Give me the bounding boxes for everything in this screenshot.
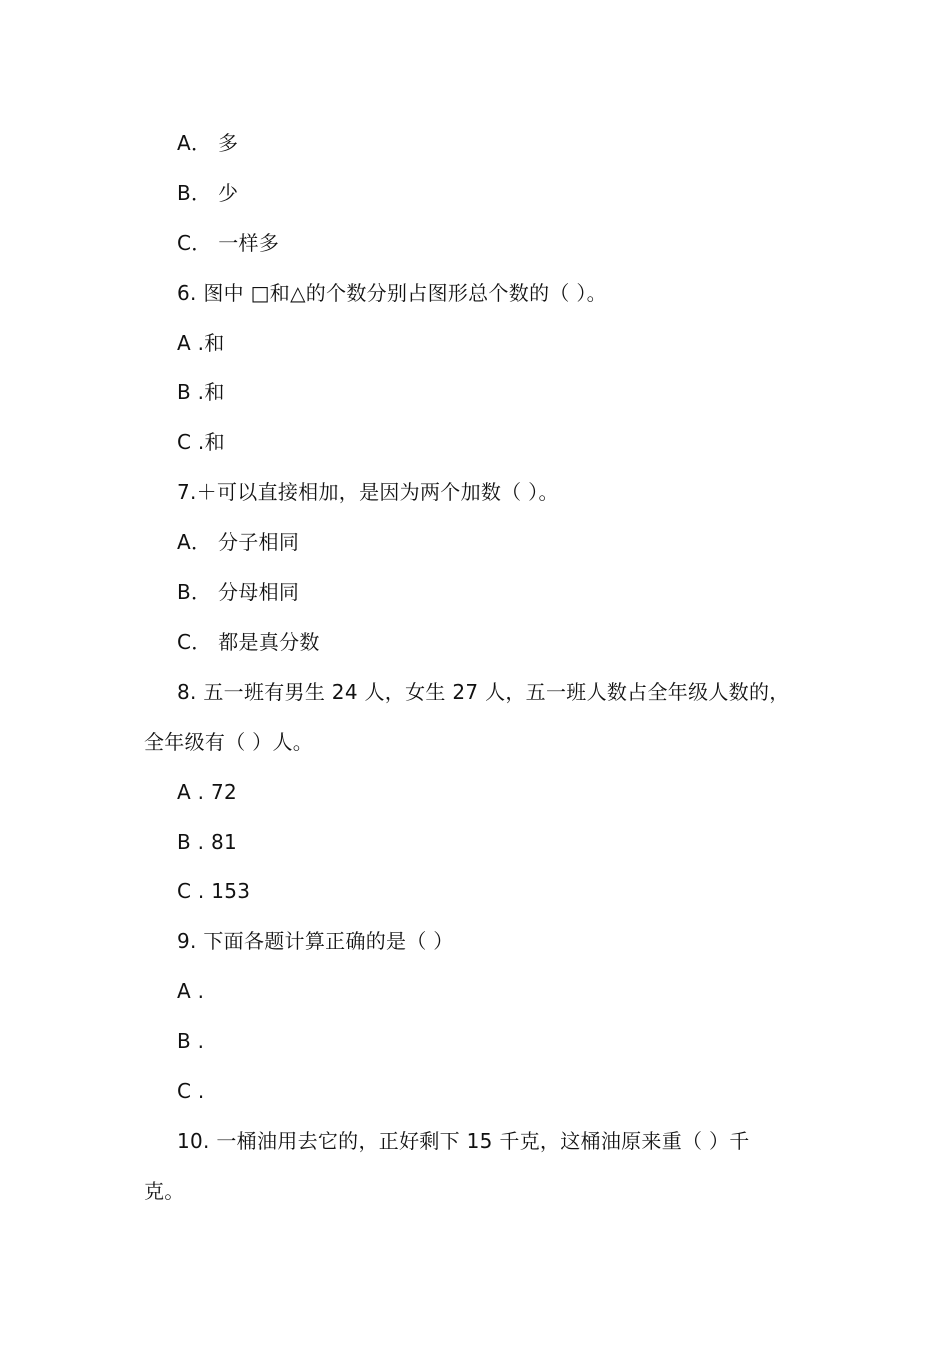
question-10-continued: 克。: [144, 1179, 185, 1203]
question-7: 7.＋可以直接相加，是因为两个加数（ ）。: [177, 480, 559, 504]
q9-option-c: C .: [177, 1079, 205, 1103]
q5-option-c: C． 一样多: [177, 231, 280, 255]
q7-option-b: B． 分母相同: [177, 580, 300, 604]
q6-option-a: A .和: [177, 331, 225, 355]
q5-option-a: A． 多: [177, 131, 239, 155]
q6-option-b: B .和: [177, 380, 225, 404]
question-6: 6. 图中 □和△的个数分别占图形总个数的（ ）。: [177, 281, 607, 305]
q9-option-b: B .: [177, 1029, 205, 1053]
question-8: 8. 五一班有男生 24 人，女生 27 人，五一班人数占全年级人数的，: [177, 680, 790, 704]
q7-option-a: A． 分子相同: [177, 530, 300, 554]
question-10: 10. 一桶油用去它的，正好剩下 15 千克，这桶油原来重（ ）千: [177, 1129, 750, 1153]
q8-option-a: A . 72: [177, 780, 238, 804]
q8-option-b: B . 81: [177, 830, 238, 854]
q8-option-c: C . 153: [177, 879, 251, 903]
q9-option-a: A .: [177, 979, 205, 1003]
q6-option-c: C .和: [177, 430, 225, 454]
q7-option-c: C． 都是真分数: [177, 630, 320, 654]
q5-option-b: B． 少: [177, 181, 239, 205]
question-8-continued: 全年级有（ ）人。: [144, 730, 314, 754]
question-9: 9. 下面各题计算正确的是（ ）: [177, 929, 454, 953]
